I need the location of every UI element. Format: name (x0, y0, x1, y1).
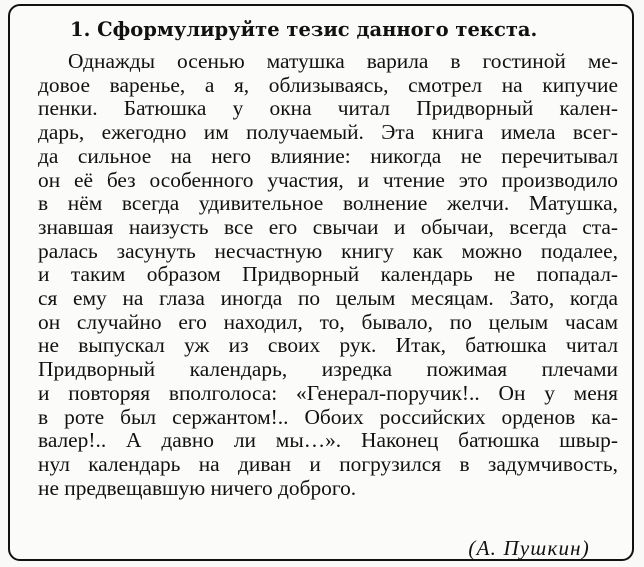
passage-line: знавшая наизусть все его свычаи и обычаи, всегда ста- (38, 214, 618, 239)
passage-line: не выпускал уж из своих рук. Итак, батюшка читал (38, 333, 618, 358)
passage-line: в роте был сержантом!.. Обоих российских орденов ка- (38, 404, 618, 429)
passage-line: ралась засунуть несчастную книгу как можно подалее, (38, 238, 618, 263)
passage-line: он её без особенного участия, и чтение это производило (38, 167, 618, 192)
passage-line: Однажды осенью матушка варила в гостиной ме- (68, 49, 618, 73)
passage-line: в нём всегда удивительное волнение желчи. Матушка, (38, 191, 618, 216)
passage-line: и повторяя вполголоса: «Генерал-поручик!.. Он у меня (38, 380, 618, 405)
passage-line: пенки. Батюшка у окна читал Придворный кален- (38, 96, 618, 121)
task-heading: 1. Сформулируйте тезис данного текста. (70, 18, 538, 41)
passage-line: не предвещавшую ничего доброго. (38, 475, 357, 500)
passage-line: он случайно его находил, то, бывало, по целым часам (38, 309, 618, 334)
passage (38, 50, 618, 500)
passage-line: довое варенье, а я, облизываясь, смотрел на кипучие (38, 72, 618, 97)
passage-line: ся ему на глаза иногда по целым месяцам. Зато, когда (38, 286, 618, 311)
passage-line: нул календарь на диван и погрузился в задумчивость, (38, 451, 618, 476)
passage-line: дарь, ежегодно им получаемый. Эта книга имела всег- (38, 120, 618, 145)
passage-line: валер!.. А давно ли мы…». Наконец батюшка швыр- (38, 428, 618, 453)
passage-line: Придворный календарь, изредка пожимая плечами (38, 357, 618, 382)
passage-line: да сильное на него влияние: никогда не перечитывал (38, 143, 618, 168)
text-frame (8, 4, 634, 561)
passage-line: и таким образом Придворный календарь не попадал- (38, 262, 618, 287)
author-attribution: (А. Пушкин) (468, 536, 590, 560)
